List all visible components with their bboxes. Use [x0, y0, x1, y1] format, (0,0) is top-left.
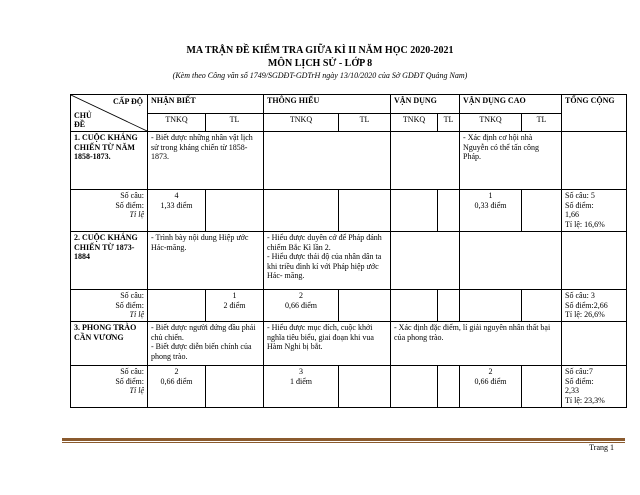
vd-tl-score: [438, 290, 460, 322]
header-tong-cong: TỔNG CỘNG: [562, 95, 627, 132]
nb-tl-score: [206, 366, 264, 408]
vdc-tnkq-score: 2 0,66 điểm: [460, 366, 522, 408]
header-thong-hieu: THÔNG HIỂU: [264, 95, 391, 114]
sub-tl: TL: [206, 113, 264, 132]
topic-row: [71, 132, 627, 190]
total-score: Số câu:7 Số điểm: 2,33 Tỉ lệ: 23,3%: [562, 366, 627, 408]
vd-tl-score: [438, 366, 460, 408]
total-cell: [562, 132, 627, 190]
subheader-row: [71, 113, 627, 132]
vdc-tl-score: [522, 290, 562, 322]
vd-description: - Xác định đặc điểm, lí giải nguyên nhân thất bại của phong trào.: [391, 322, 562, 366]
header-van-dung-cao: VẬN DỤNG CAO: [460, 95, 562, 114]
score-row: [71, 290, 627, 322]
header-nhan-biet: NHẬN BIẾT: [148, 95, 264, 114]
sub-tl: TL: [339, 113, 391, 132]
header-van-dung: VẬN DỤNG: [391, 95, 460, 114]
topic-row: [71, 322, 627, 366]
nb-description: - Trình bày nội dung Hiệp ước Hác-măng.: [148, 232, 264, 290]
th-description: - Hiểu được duyên cớ để Pháp đánh chiếm Bắc Kì lần 2. - Hiểu được thái độ của nhân dân ta khi triều đình kí với Pháp hiệp ước Hác- măng.: [264, 232, 391, 290]
vd-tl-score: [438, 190, 460, 232]
total-score: Số câu: 5 Số điểm: 1,66 Tỉ lệ: 16,6%: [562, 190, 627, 232]
th-description: - Hiểu được mục đích, cuộc khởi nghĩa tiêu biểu, giai đoạn khi vua Hàm Nghi bị bắt.: [264, 322, 391, 366]
vd-tnkq-score: [391, 290, 438, 322]
vdc-description: - Xác định cơ hội nhà Nguyễn có thể tấn công Pháp.: [460, 132, 562, 190]
vdc-tl-score: [522, 366, 562, 408]
score-row: [71, 366, 627, 408]
vd-tnkq-score: [391, 366, 438, 408]
topic-name: 2. CUỘC KHÁNG CHIẾN TỪ 1873-1884: [71, 232, 148, 290]
topic-name: 3. PHONG TRÀO CẦN VƯƠNG: [71, 322, 148, 366]
document-title: MA TRẬN ĐỀ KIỂM TRA GIỮA KÌ II NĂM HỌC 2020-2021: [186, 45, 454, 56]
sub-tl: TL: [522, 113, 562, 132]
th-tl-score: [339, 290, 391, 322]
header-row: [71, 95, 627, 114]
score-labels: Số câu: Số điểm: Tỉ lệ: [71, 366, 148, 408]
nb-tl-score: 1 2 điểm: [206, 290, 264, 322]
nb-tl-score: [206, 190, 264, 232]
th-tnkq-score: [264, 190, 339, 232]
subject-title: MÔN LỊCH SỬ - LỚP 8: [267, 58, 373, 69]
sub-tl: TL: [438, 113, 460, 132]
total-score: Số câu: 3 Số điểm:2,66 Tỉ lệ: 26,6%: [562, 290, 627, 322]
document-note: (Kèm theo Công văn số 1749/SGDĐT-GDTrH ngày 13/10/2020 của Sở GDĐT Quảng Nam): [172, 71, 468, 80]
total-cell: [562, 232, 627, 290]
footer-rule: [62, 438, 625, 441]
total-cell: [562, 322, 627, 366]
th-tnkq-score: 2 0,66 điểm: [264, 290, 339, 322]
th-description: [264, 132, 391, 190]
cap-do-label: CẤP ĐỘ: [113, 97, 143, 106]
th-tl-score: [339, 190, 391, 232]
topic-name: 1. CUỘC KHÁNG CHIẾN TỪ NĂM 1858-1873.: [71, 132, 148, 190]
th-tl-score: [339, 366, 391, 408]
vdc-tnkq-score: 1 0,33 điểm: [460, 190, 522, 232]
score-row: [71, 190, 627, 232]
vdc-tl-score: [522, 190, 562, 232]
header-corner-cell: [71, 95, 148, 132]
vdc-description: [460, 232, 562, 290]
topic-row: [71, 232, 627, 290]
nb-description: - Biết được những nhân vật lịch sử trong kháng chiến từ 1858-1873.: [148, 132, 264, 190]
vdc-tnkq-score: [460, 290, 522, 322]
score-labels: Số câu: Số điểm: Tỉ lệ: [71, 290, 148, 322]
sub-tnkq: TNKQ: [148, 113, 206, 132]
chu-de-label: CHỦ ĐỀ: [74, 111, 92, 129]
vd-description: [391, 232, 460, 290]
nb-tnkq-score: 2 0,66 điểm: [148, 366, 206, 408]
th-tnkq-score: 3 1 điểm: [264, 366, 339, 408]
nb-description: - Biết được người đứng đầu phái chủ chiến. - Biết được diễn biến chính của phong trào.: [148, 322, 264, 366]
sub-tnkq: TNKQ: [391, 113, 438, 132]
sub-tnkq: TNKQ: [264, 113, 339, 132]
footer-rule-thin: [62, 442, 625, 443]
sub-tnkq: TNKQ: [460, 113, 522, 132]
exam-matrix-table: [70, 94, 627, 408]
vd-description: [391, 132, 460, 190]
score-labels: Số câu: Số điểm: Tỉ lệ: [71, 190, 148, 232]
nb-tnkq-score: 4 1,33 điểm: [148, 190, 206, 232]
page-number: Trang 1: [589, 443, 614, 452]
vd-tnkq-score: [391, 190, 438, 232]
nb-tnkq-score: [148, 290, 206, 322]
